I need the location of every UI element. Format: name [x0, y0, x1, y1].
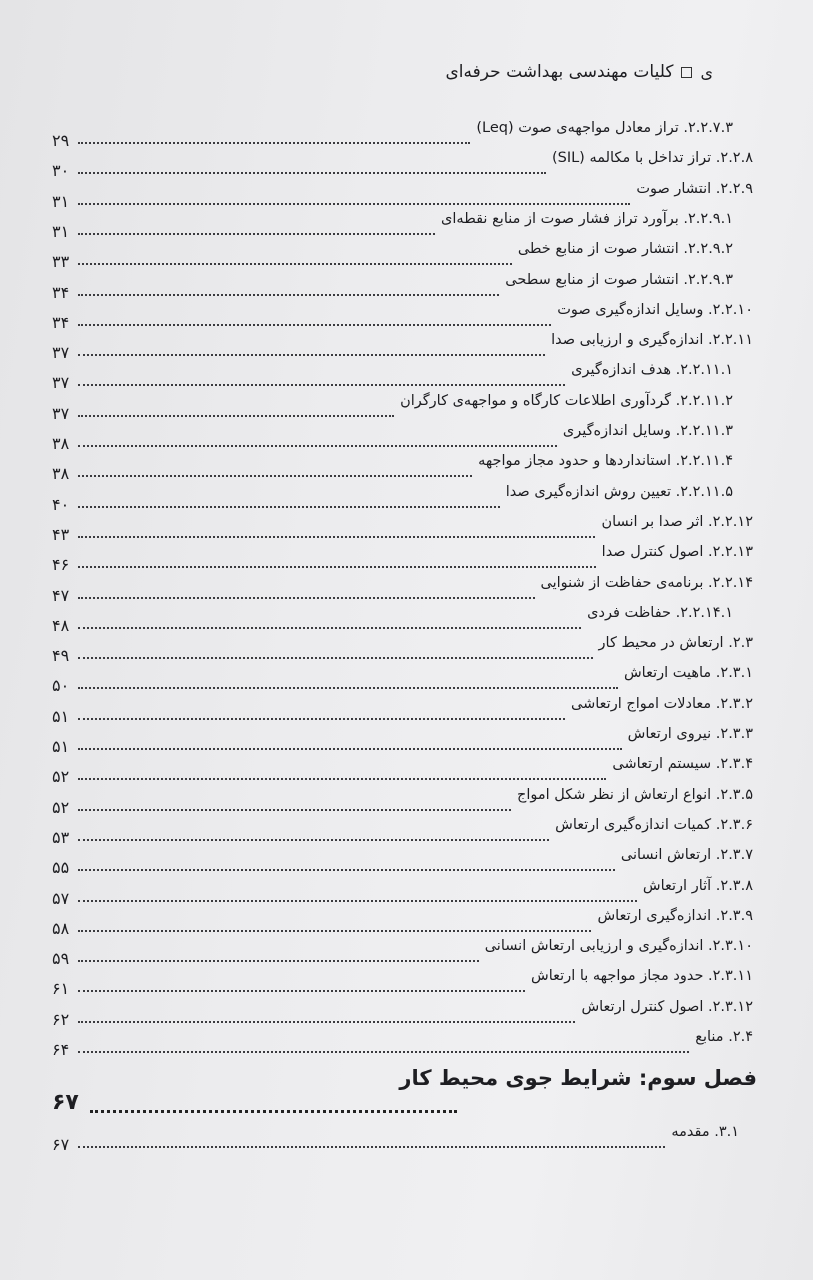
toc-page-number: ۳۱ [52, 221, 70, 241]
toc-page-number: ۳۴ [52, 282, 70, 302]
toc-leader-dots [78, 1021, 575, 1023]
toc-page-number: ۵۳ [52, 827, 70, 847]
toc-leader-dots [78, 445, 557, 447]
toc-page-number: ۵۷ [52, 888, 70, 908]
toc-leader-dots [78, 930, 591, 932]
toc-leader-dots [78, 324, 551, 326]
toc-leader-dots [78, 475, 472, 477]
toc-entry [52, 604, 753, 635]
toc-page-number: ۴۶ [52, 555, 70, 575]
toc-entry-title: ۲.۲.۹.۲. انتشار صوت از منابع خطی [517, 241, 733, 258]
toc-leader-dots [78, 263, 512, 265]
toc-leader-dots [78, 294, 499, 296]
toc-leader-dots [78, 839, 549, 841]
toc-page-number: ۲۹ [52, 131, 70, 150]
toc-entry-title: ۲.۳.۱۲. اصول کنترل ارتعاش [581, 998, 753, 1015]
toc-page-number: ۵۸ [52, 918, 70, 938]
toc-page-number: ۴۹ [52, 646, 70, 666]
toc-entry [52, 816, 753, 847]
toc-entry [52, 453, 753, 484]
toc-leader-dots [78, 203, 630, 205]
toc-page-number: ۳۱ [52, 191, 70, 211]
toc-entry-title: ۲.۲.۱۱.۲. گردآوری اطلاعات کارگاه و مواجهه‌ی کارگران [400, 392, 733, 409]
toc-entry-title: ۲.۲.۹.۳. انتشار صوت از منابع سطحی [505, 271, 733, 288]
toc-entry-title: ۲.۲.۸. تراز تداخل با مکالمه (SIL) [551, 150, 753, 167]
toc-entry [52, 332, 753, 363]
toc-leader-dots [78, 354, 545, 356]
chapter-page-number: ۶۷ [52, 1090, 79, 1115]
toc-page-number: ۶۴ [52, 1040, 70, 1059]
toc-page-number: ۳۸ [52, 434, 70, 453]
toc-entry [52, 877, 753, 908]
book-title: کلیات مهندسی بهداشت حرفه‌ای [445, 62, 674, 82]
toc-entry-title: ۲.۲.۷.۳. تراز معادل مواجهه‌ی صوت (Leq) [476, 120, 733, 136]
toc-entry [52, 786, 753, 817]
toc-leader-dots [78, 960, 479, 962]
toc-page-number: ۵۱ [52, 706, 70, 726]
toc-entry [52, 665, 753, 696]
toc-entry-title: ۲.۳.۳. نیروی ارتعاش [627, 726, 753, 742]
toc-leader-dots [78, 506, 500, 508]
toc-page-number: ۳۸ [52, 464, 70, 484]
toc-page-number: ۳۷ [52, 343, 70, 363]
toc-entry [52, 574, 753, 605]
toc-entry [52, 241, 753, 272]
toc-leader-dots [78, 748, 622, 750]
toc-page-number: ۶۷ [52, 1135, 70, 1154]
toc-entry-title: ۲.۴. منابع [695, 1029, 753, 1045]
toc-entry [52, 1029, 753, 1059]
toc-entry-title: ۲.۲.۱۱.۵. تعیین روش اندازه‌گیری صدا [505, 483, 733, 500]
chapter-title: فصل سوم: شرایط جوی محیط کار [399, 1066, 757, 1090]
toc-entry [52, 1124, 753, 1154]
toc-entry [52, 210, 753, 241]
toc-page-number: ۳۷ [52, 373, 70, 393]
toc-leader-dots [78, 778, 606, 780]
toc-entry-title: ۲.۲.۱۱.۴. استانداردها و حدود مجاز مواجهه [478, 453, 733, 470]
toc-entry-title: ۲.۳.۲. معادلات امواج ارتعاشی [571, 695, 753, 712]
toc-entry [52, 392, 753, 423]
toc-leader-dots [78, 1051, 689, 1053]
toc-leader-dots [78, 718, 565, 720]
toc-leader-dots [78, 566, 596, 568]
toc-entry-title: ۲.۳.۵. انواع ارتعاش از نظر شکل امواج [516, 786, 753, 803]
toc-leader-dots [78, 990, 525, 992]
toc-entry [52, 756, 753, 787]
toc-entry-title: ۲.۲.۱۴.۱. حفاظت فردی [587, 604, 733, 621]
toc-page-number: ۵۵ [52, 858, 70, 878]
toc-entry-title: ۳.۱. مقدمه [671, 1124, 739, 1140]
toc-page-number: ۶۲ [52, 1009, 70, 1029]
toc-page-number: ۶۱ [52, 979, 70, 999]
toc-leader-dots [78, 384, 565, 386]
square-bullet-icon [681, 67, 692, 78]
toc-entry [52, 301, 753, 332]
toc-entry-title: ۲.۲.۹. انتشار صوت [636, 180, 753, 197]
toc-entry [52, 998, 753, 1029]
toc-entry [52, 847, 753, 878]
toc-page-number: ۵۲ [52, 797, 70, 817]
toc-page-number: ۳۳ [52, 252, 70, 272]
toc-entry [52, 726, 753, 756]
toc-entry-title: ۲.۳.۶. کمیات اندازه‌گیری ارتعاش [555, 816, 753, 833]
toc-page-number: ۴۷ [52, 585, 70, 605]
toc-entry [52, 180, 753, 211]
toc-leader-dots [78, 1146, 665, 1148]
toc-leader-dots [78, 869, 615, 871]
toc-entry [52, 150, 753, 181]
toc-leader-dots [78, 142, 470, 144]
toc-entry-title: ۲.۲.۱۰. وسایل اندازه‌گیری صوت [557, 301, 753, 318]
toc-entry [52, 362, 753, 393]
toc-entry [52, 271, 753, 302]
toc-page-number: ۴۳ [52, 524, 70, 544]
chapter-leader-dots [90, 1110, 457, 1113]
toc-page-number: ۳۰ [52, 161, 70, 181]
toc-entry-title: ۲.۳.۷. ارتعاش انسانی [620, 847, 753, 864]
toc-entry [52, 544, 753, 575]
toc-leader-dots [78, 657, 593, 659]
toc-entry-title: ۲.۳.۱۱. حدود مجاز مواجهه با ارتعاش [531, 968, 753, 985]
toc-entry-title: ۲.۲.۱۳. اصول کنترل صدا [601, 544, 753, 561]
toc-entry [52, 938, 753, 969]
toc-entry-title: ۲.۲.۱۱. اندازه‌گیری و ارزیابی صدا [551, 332, 753, 349]
toc-entry-title: ۲.۲.۱۲. اثر صدا بر انسان [601, 513, 753, 530]
toc-page-number: ۴۸ [52, 615, 70, 635]
toc-entry-title: ۲.۳.۱. ماهیت ارتعاش [623, 665, 753, 682]
toc-entry-title: ۲.۲.۹.۱. برآورد تراز فشار صوت از منابع نقطه‌ای [441, 210, 733, 227]
toc-leader-dots [78, 597, 535, 599]
toc-entry [52, 968, 753, 999]
toc-page-number: ۳۷ [52, 403, 70, 423]
toc-entry [52, 423, 753, 453]
toc-entry-title: ۲.۲.۱۱.۱. هدف اندازه‌گیری [571, 362, 733, 379]
toc-leader-dots [78, 233, 435, 235]
toc-entry [52, 907, 753, 938]
toc-leader-dots [78, 415, 394, 417]
toc-leader-dots [78, 627, 581, 629]
toc-entry-title: ۲.۳. ارتعاش در محیط کار [598, 635, 753, 652]
toc-page-number: ۵۲ [52, 767, 70, 787]
toc-entry [52, 120, 753, 150]
toc-page-number: ۵۱ [52, 737, 70, 756]
toc-entry-title: ۲.۳.۹. اندازه‌گیری ارتعاش [597, 907, 753, 924]
toc-leader-dots [78, 900, 637, 902]
toc-entry-title: ۲.۳.۸. آثار ارتعاش [642, 877, 753, 894]
page-mark: ی [700, 62, 713, 82]
running-header [446, 62, 714, 82]
toc-page-number: ۵۹ [52, 949, 70, 969]
toc-entry-title: ۲.۳.۴. سیستم ارتعاشی [612, 756, 753, 773]
toc-entry-title: ۲.۲.۱۱.۳. وسایل اندازه‌گیری [562, 423, 733, 439]
toc-leader-dots [78, 809, 511, 811]
toc-entry [52, 695, 753, 726]
toc-entry [52, 635, 753, 666]
toc-entry-title: ۲.۳.۱۰. اندازه‌گیری و ارزیابی ارتعاش انسانی [484, 938, 753, 955]
toc-page-number: ۴۰ [52, 494, 70, 514]
toc-page-number: ۳۴ [52, 312, 70, 332]
toc-page-number: ۵۰ [52, 676, 70, 696]
toc-entry [52, 483, 753, 514]
toc-entry [52, 513, 753, 544]
toc-leader-dots [78, 687, 618, 689]
toc-leader-dots [78, 172, 546, 174]
toc-entry-title: ۲.۲.۱۴. برنامه‌ی حفاظت از شنوایی [540, 574, 753, 591]
toc-leader-dots [78, 536, 595, 538]
